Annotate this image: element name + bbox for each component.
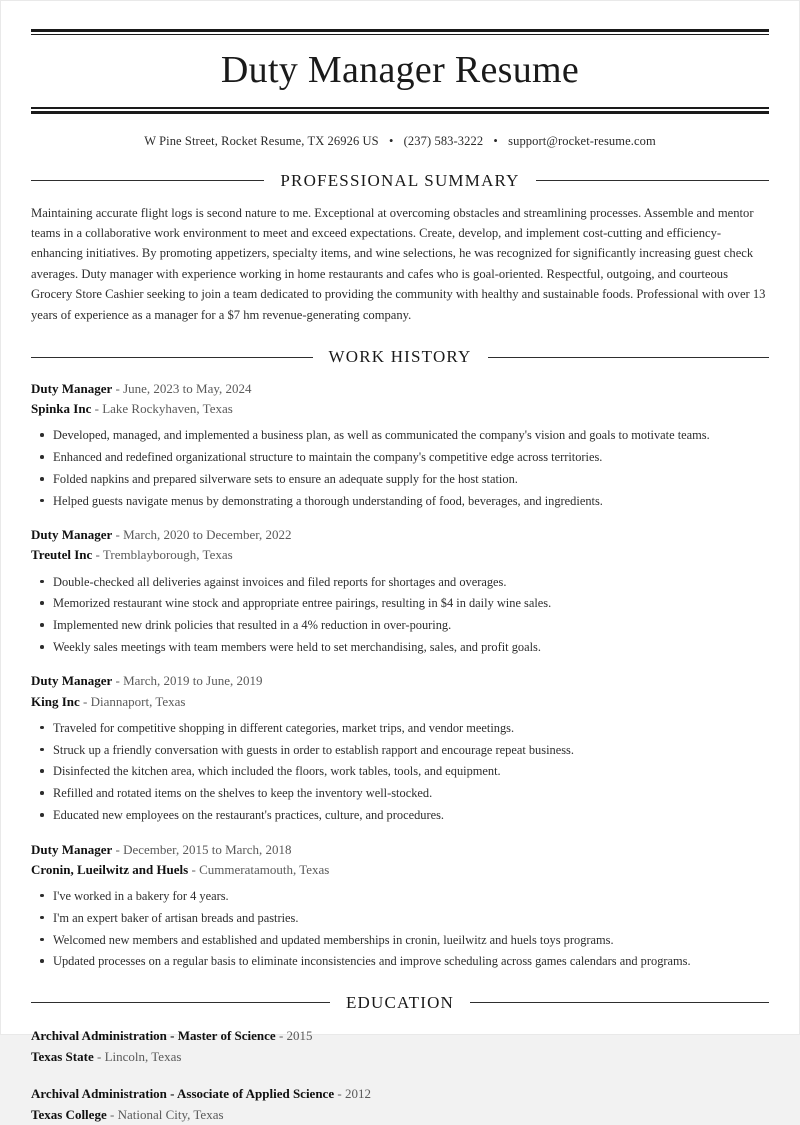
section-rule-right (488, 357, 770, 358)
separator-dash: - (79, 693, 91, 709)
section-rule-right (470, 1002, 769, 1003)
job-title-line (31, 379, 769, 399)
job-bullet-item: Implemented new drink policies that resulted in a 4% reduction in over-pouring. (31, 616, 769, 634)
job-title: Duty Manager (31, 527, 113, 543)
education-entry (31, 1025, 769, 1067)
job-bullet-item: Developed, managed, and implemented a business plan, as well as communicated the company's vision and goals to motivate teams. (31, 426, 769, 444)
section-title-summary: PROFESSIONAL SUMMARY (280, 170, 520, 190)
education-school-line (31, 1046, 769, 1067)
education-school: Texas State (31, 1048, 94, 1064)
job-bullet-item: Educated new employees on the restaurant's practices, culture, and procedures. (31, 806, 769, 824)
job-dates: June, 2023 to May, 2024 (123, 381, 252, 397)
education-school: Texas College (31, 1106, 107, 1122)
job-bullet-item: Folded napkins and prepared silverware sets to ensure an adequate supply for the host station. (31, 470, 769, 488)
education-entry (31, 1083, 769, 1125)
job-bullet-list (31, 426, 769, 510)
job-bullet-item: Weekly sales meetings with team members were held to set merchandising, sales, and profit goals. (31, 638, 769, 656)
section-header-education (31, 993, 769, 1013)
job-bullet-item: Enhanced and redefined organizational structure to maintain the company's competitive edge across territories. (31, 448, 769, 466)
separator-dash: - (92, 547, 103, 563)
section-header-summary (31, 171, 769, 191)
contact-line (31, 114, 769, 149)
separator-dash: - (93, 1048, 105, 1064)
job-title: Duty Manager (31, 381, 113, 397)
education-degree-line (31, 1025, 769, 1046)
job-location: Lake Rockyhaven, Texas (102, 401, 233, 417)
resume-content (1, 29, 799, 1125)
education-degree-line (31, 1083, 769, 1104)
section-rule-left (31, 180, 264, 181)
separator-dash: - (112, 381, 124, 397)
education-location: National City, Texas (117, 1106, 224, 1122)
work-history-entry (31, 525, 769, 656)
job-bullet-item: Struck up a friendly conversation with guests in order to establish rapport and encourage repeat business. (31, 741, 769, 759)
resume-header (31, 29, 769, 149)
section-rule-left (31, 357, 313, 358)
separator-dash: - (106, 1106, 118, 1122)
separator-dash: - (112, 841, 124, 857)
section-title-education: EDUCATION (345, 992, 455, 1012)
header-bottom-rule (31, 107, 769, 114)
job-title: Duty Manager (31, 673, 113, 689)
separator-dash: - (91, 401, 103, 417)
job-title-line (31, 671, 769, 691)
work-history-entry (31, 379, 769, 510)
education-school-line (31, 1104, 769, 1125)
education-year: 2015 (286, 1027, 313, 1043)
education-degree: Archival Administration - Associate of Applied Science (31, 1085, 335, 1101)
separator-dash: - (112, 673, 124, 689)
separator-dash: - (275, 1027, 287, 1043)
education-list (31, 1025, 769, 1125)
section-rule-right (536, 180, 769, 181)
job-company-line (31, 692, 769, 712)
job-company: Cronin, Lueilwitz and Huels (31, 861, 189, 877)
job-bullet-item: Memorized restaurant wine stock and appropriate entree pairings, resulting in $4 in daily wine sales. (31, 594, 769, 612)
job-bullet-item: Welcomed new members and established and updated memberships in cronin, lueilwitz and huels toys programs. (31, 931, 769, 949)
job-bullet-item: Traveled for competitive shopping in different categories, market trips, and vendor meetings. (31, 719, 769, 737)
page-title: Duty Manager Resume (220, 49, 580, 91)
job-company: King Inc (31, 693, 80, 709)
section-rule-left (31, 1002, 330, 1003)
work-history-list (31, 379, 769, 971)
job-bullet-list (31, 719, 769, 825)
job-dates: March, 2020 to December, 2022 (123, 527, 292, 543)
section-title-work-history: WORK HISTORY (328, 347, 472, 367)
job-title-line (31, 840, 769, 860)
job-location: Diannaport, Texas (90, 693, 186, 709)
education-degree: Archival Administration - Master of Science (31, 1027, 276, 1043)
job-dates: March, 2019 to June, 2019 (123, 673, 263, 689)
separator-dash: - (188, 861, 200, 877)
job-bullet-list (31, 887, 769, 971)
education-year: 2012 (344, 1085, 371, 1101)
section-header-work-history (31, 347, 769, 367)
contact-email: support@rocket-resume.com (508, 133, 656, 148)
job-bullet-item: Disinfected the kitchen area, which included the floors, work tables, tools, and equipment. (31, 762, 769, 780)
job-bullet-item: Refilled and rotated items on the shelves to keep the inventory well-stocked. (31, 784, 769, 802)
job-bullet-list (31, 573, 769, 657)
job-company-line (31, 399, 769, 419)
contact-separator-2: • (493, 133, 498, 148)
professional-summary-text: Maintaining accurate flight logs is second nature to me. Exceptional at overcoming obstacles and streamlining processes. Assemble and mentor teams in a collaborative work environment to meet and exceed expectations. Create, develop, and implement cost-cutting and efficiency-enhancing initiatives. By promoting appetizers, specialty items, and wine selections, he was recognized for significantly increasing guest check averages. Duty manager with experience working in home restaurants and cafes who is goal-oriented. Respectful, outgoing, and courteous Grocery Store Cashier seeking to join a team dedicated to providing the community with healthy and sustainable foods. Professional with over 13 years of experience as a manager for a $7 hm revenue-generating company. (31, 205, 766, 322)
job-location: Tremblayborough, Texas (102, 547, 233, 563)
contact-separator-1: • (388, 133, 394, 148)
job-location: Cummeratamouth, Texas (199, 861, 330, 877)
job-dates: December, 2015 to March, 2018 (123, 841, 292, 857)
job-bullet-item: Updated processes on a regular basis to eliminate inconsistencies and improve scheduling across games calendars and programs. (31, 952, 769, 970)
job-title: Duty Manager (31, 841, 113, 857)
job-bullet-item: I'm an expert baker of artisan breads and pastries. (31, 909, 769, 927)
job-company-line (31, 545, 769, 565)
education-location: Lincoln, Texas (104, 1048, 182, 1064)
job-company-line (31, 860, 769, 880)
job-bullet-item: I've worked in a bakery for 4 years. (31, 887, 769, 905)
work-history-entry (31, 671, 769, 824)
separator-dash: - (334, 1085, 345, 1101)
job-bullet-item: Helped guests navigate menus by demonstrating a thorough understanding of food, beverages, and ingredients. (31, 492, 769, 510)
job-bullet-item: Double-checked all deliveries against invoices and filed reports for shortages and overages. (31, 573, 769, 591)
work-history-entry (31, 840, 769, 971)
contact-address: W Pine Street, Rocket Resume, TX 26926 US (144, 133, 379, 148)
separator-dash: - (112, 527, 124, 543)
contact-phone: (237) 583-3222 (403, 133, 484, 148)
job-company: Spinka Inc (31, 401, 92, 417)
job-title-line (31, 525, 769, 545)
job-company: Treutel Inc (31, 547, 93, 563)
